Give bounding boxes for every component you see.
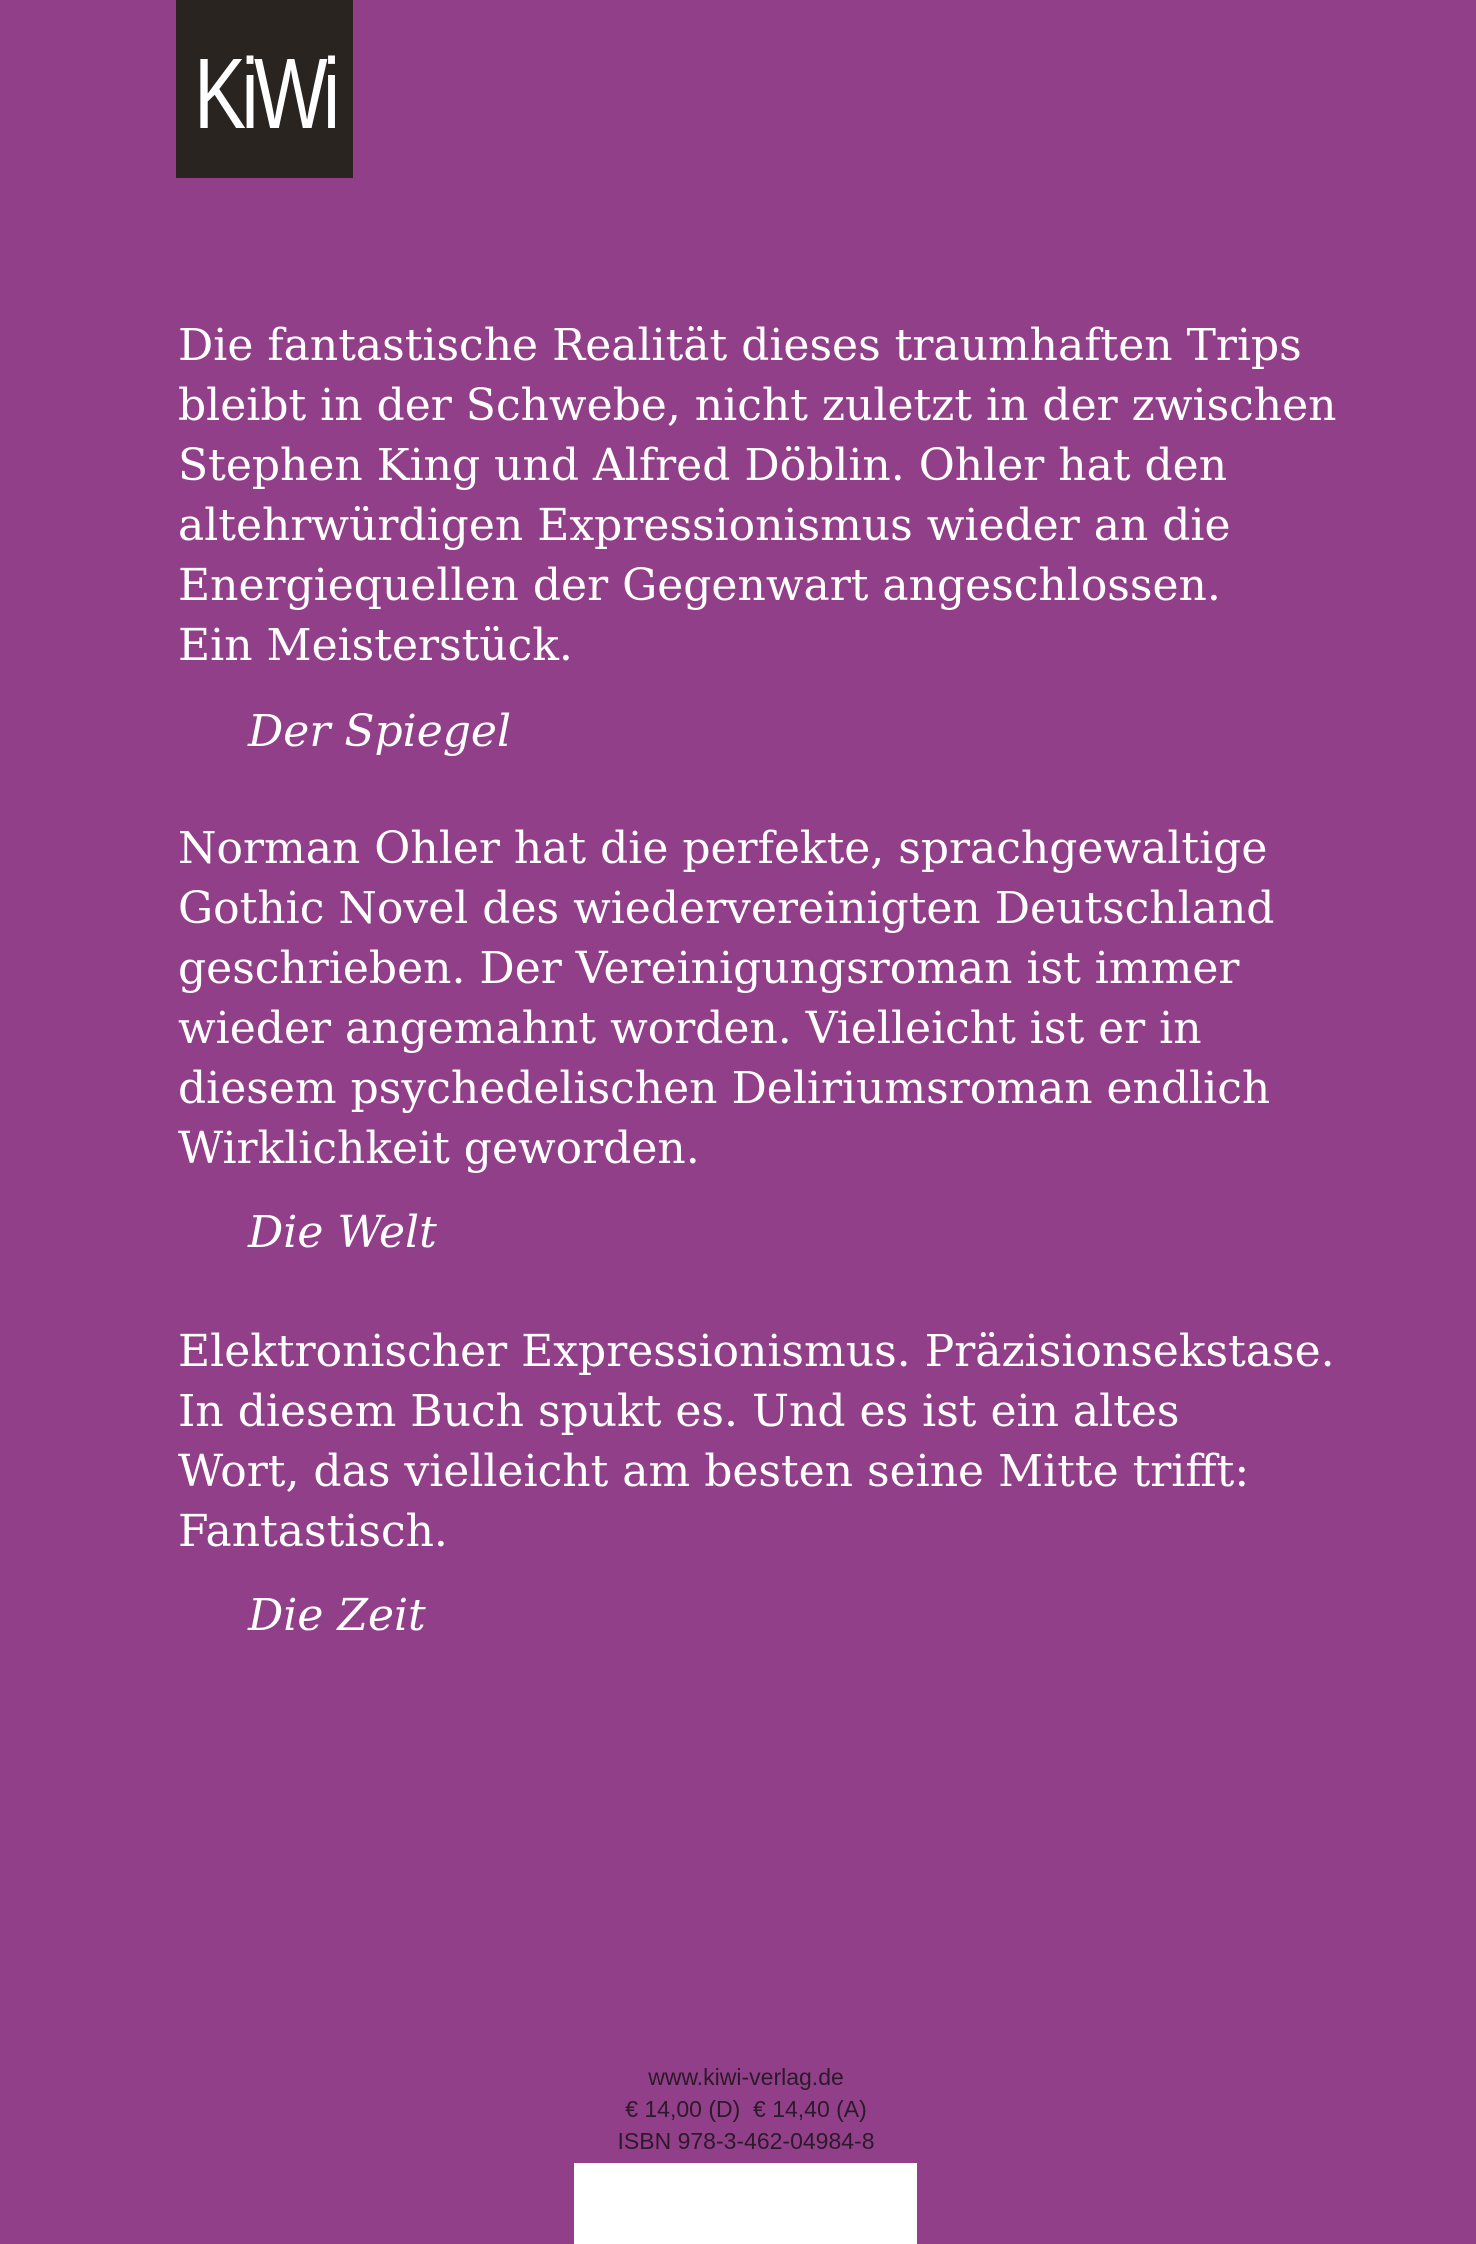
- quote-line: Fantastisch.: [178, 1506, 448, 1557]
- quote-2: [178, 819, 1318, 1179]
- barcode-area: [574, 2163, 917, 2244]
- quote-line: Norman Ohler hat die perfekte, sprachgewaltige: [178, 823, 1268, 874]
- quote-line: altehrwürdigen Expressionismus wieder an die: [178, 500, 1231, 551]
- quote-line: bleibt in der Schwebe, nicht zuletzt in der zwischen: [178, 380, 1337, 431]
- quote-line: Ein Meisterstück.: [178, 620, 573, 671]
- quote-line: geschrieben. Der Vereinigungsroman ist immer: [178, 943, 1240, 994]
- quote-line: Wirklichkeit geworden.: [178, 1123, 700, 1174]
- quote-line: Gothic Novel des wiedervereinigten Deutschland: [178, 883, 1275, 934]
- isbn: ISBN 978-3-462-04984-8: [617, 2128, 875, 2154]
- quote-1: [178, 316, 1337, 676]
- quote-line: Energiequellen der Gegenwart angeschlossen.: [178, 560, 1221, 611]
- quote-line: Die fantastische Realität dieses traumhaften Trips: [178, 320, 1302, 371]
- quote-line: Stephen King und Alfred Döblin. Ohler hat den: [178, 440, 1228, 491]
- quote-line: Wort, das vielleicht am besten seine Mitte trifft:: [178, 1446, 1250, 1497]
- quote-line: diesem psychedelischen Deliriumsroman endlich: [178, 1063, 1271, 1114]
- quote-line: wieder angemahnt worden. Vielleicht ist er in: [178, 1003, 1202, 1054]
- publisher-logo: [176, 0, 353, 178]
- quote-2-source: Die Welt: [248, 1207, 437, 1258]
- book-info: [574, 2061, 918, 2157]
- quote-1-source: Der Spiegel: [248, 706, 512, 757]
- quote-line: In diesem Buch spukt es. Und es ist ein altes: [178, 1386, 1180, 1437]
- publisher-logo-text: KiWi: [193, 38, 336, 150]
- quote-3: [178, 1322, 1335, 1562]
- publisher-website: www.kiwi-verlag.de: [648, 2064, 844, 2090]
- quote-3-source: Die Zeit: [248, 1590, 426, 1641]
- price: € 14,00 (D) € 14,40 (A): [625, 2096, 867, 2122]
- quote-line: Elektronischer Expressionismus. Präzisionsekstase.: [178, 1326, 1335, 1377]
